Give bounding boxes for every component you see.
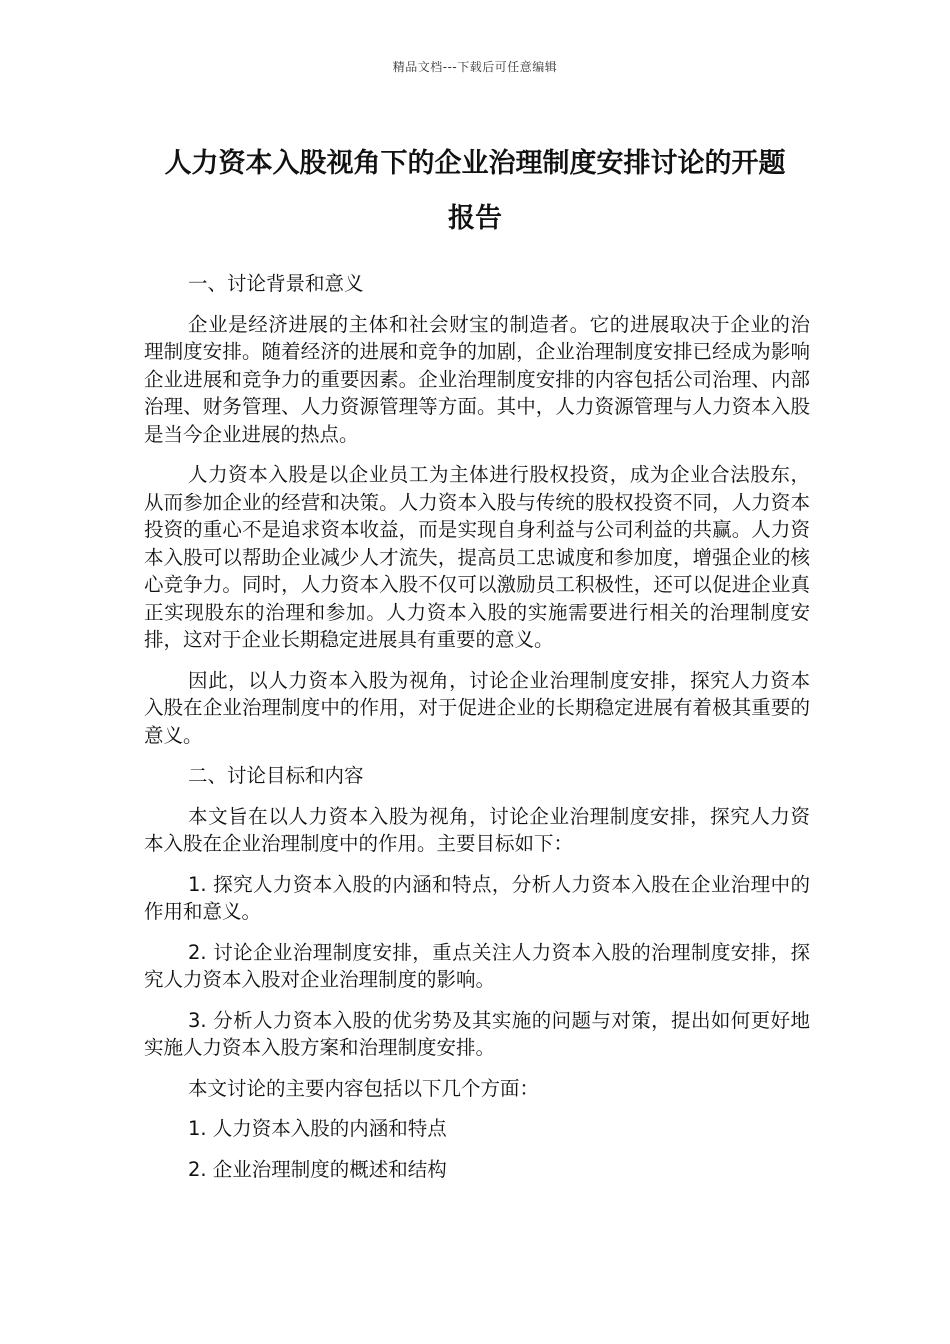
list-item-goal-2: 2. 讨论企业治理制度安排，重点关注人力资本入股的治理制度安排，探究人力资本入股对企业治理制度的影响。 <box>144 940 810 991</box>
section-heading-goals: 二、讨论目标和内容 <box>188 764 364 787</box>
paragraph-background-1: 企业是经济进展的主体和社会财宝的制造者。它的进展取决于企业的治理制度安排。随着经济的进展和竞争的加剧，企业治理制度安排已经成为影响企业进展和竞争力的重要因素。企业治理制度安排的内容包括公司治理、内部治理、财务管理、人力资源管理等方面。其中，人力资源管理与人力资本入股是当今企业进展的热点。 <box>144 312 810 446</box>
paragraph-background-3: 因此，以人力资本入股为视角，讨论企业治理制度安排，探究人力资本入股在企业治理制度中的作用，对于促进企业的长期稳定进展有着极其重要的意义。 <box>144 668 810 747</box>
list-item-goal-1: 1. 探究人力资本入股的内涵和特点，分析人力资本入股在企业治理中的作用和意义。 <box>144 872 810 923</box>
header-note: 精品文档---下载后可任意编辑 <box>392 60 558 74</box>
list-item-goal-3: 3. 分析人力资本入股的优劣势及其实施的问题与对策，提出如何更好地实施人力资本入股方案和治理制度安排。 <box>144 1008 810 1059</box>
list-item-content-1: 1. 人力资本入股的内涵和特点 <box>188 1117 447 1140</box>
list-item-content-2: 2. 企业治理制度的概述和结构 <box>188 1157 447 1181</box>
paragraph-goals-intro: 本文旨在以人力资本入股为视角，讨论企业治理制度安排，探究人力资本入股在企业治理制度中的作用。主要目标如下： <box>144 804 810 855</box>
paragraph-background-2: 人力资本入股是以企业员工为主体进行股权投资，成为企业合法股东，从而参加企业的经营和决策。人力资本入股与传统的股权投资不同，人力资本投资的重心不是追求资本收益，而是实现自身利益与公司利益的共赢。人力资本入股可以帮助企业减少人才流失，提高员工忠诚度和参加度，增强企业的核心竞争力。同时，人力资本入股不仅可以激励员工积极性，还可以促进企业真正实现股东的治理和参加。人力资本入股的实施需要进行相关的治理制度安排，这对于企业长期稳定进展具有重要的意义。 <box>144 463 810 651</box>
section-heading-background: 一、讨论背景和意义 <box>188 272 364 295</box>
paragraph-content-intro: 本文讨论的主要内容包括以下几个方面： <box>188 1076 540 1100</box>
document-body <box>144 270 810 1196</box>
document-title-line-2: 报告 <box>448 203 502 234</box>
document-title-line-1: 人力资本入股视角下的企业治理制度安排讨论的开题 <box>164 148 786 179</box>
